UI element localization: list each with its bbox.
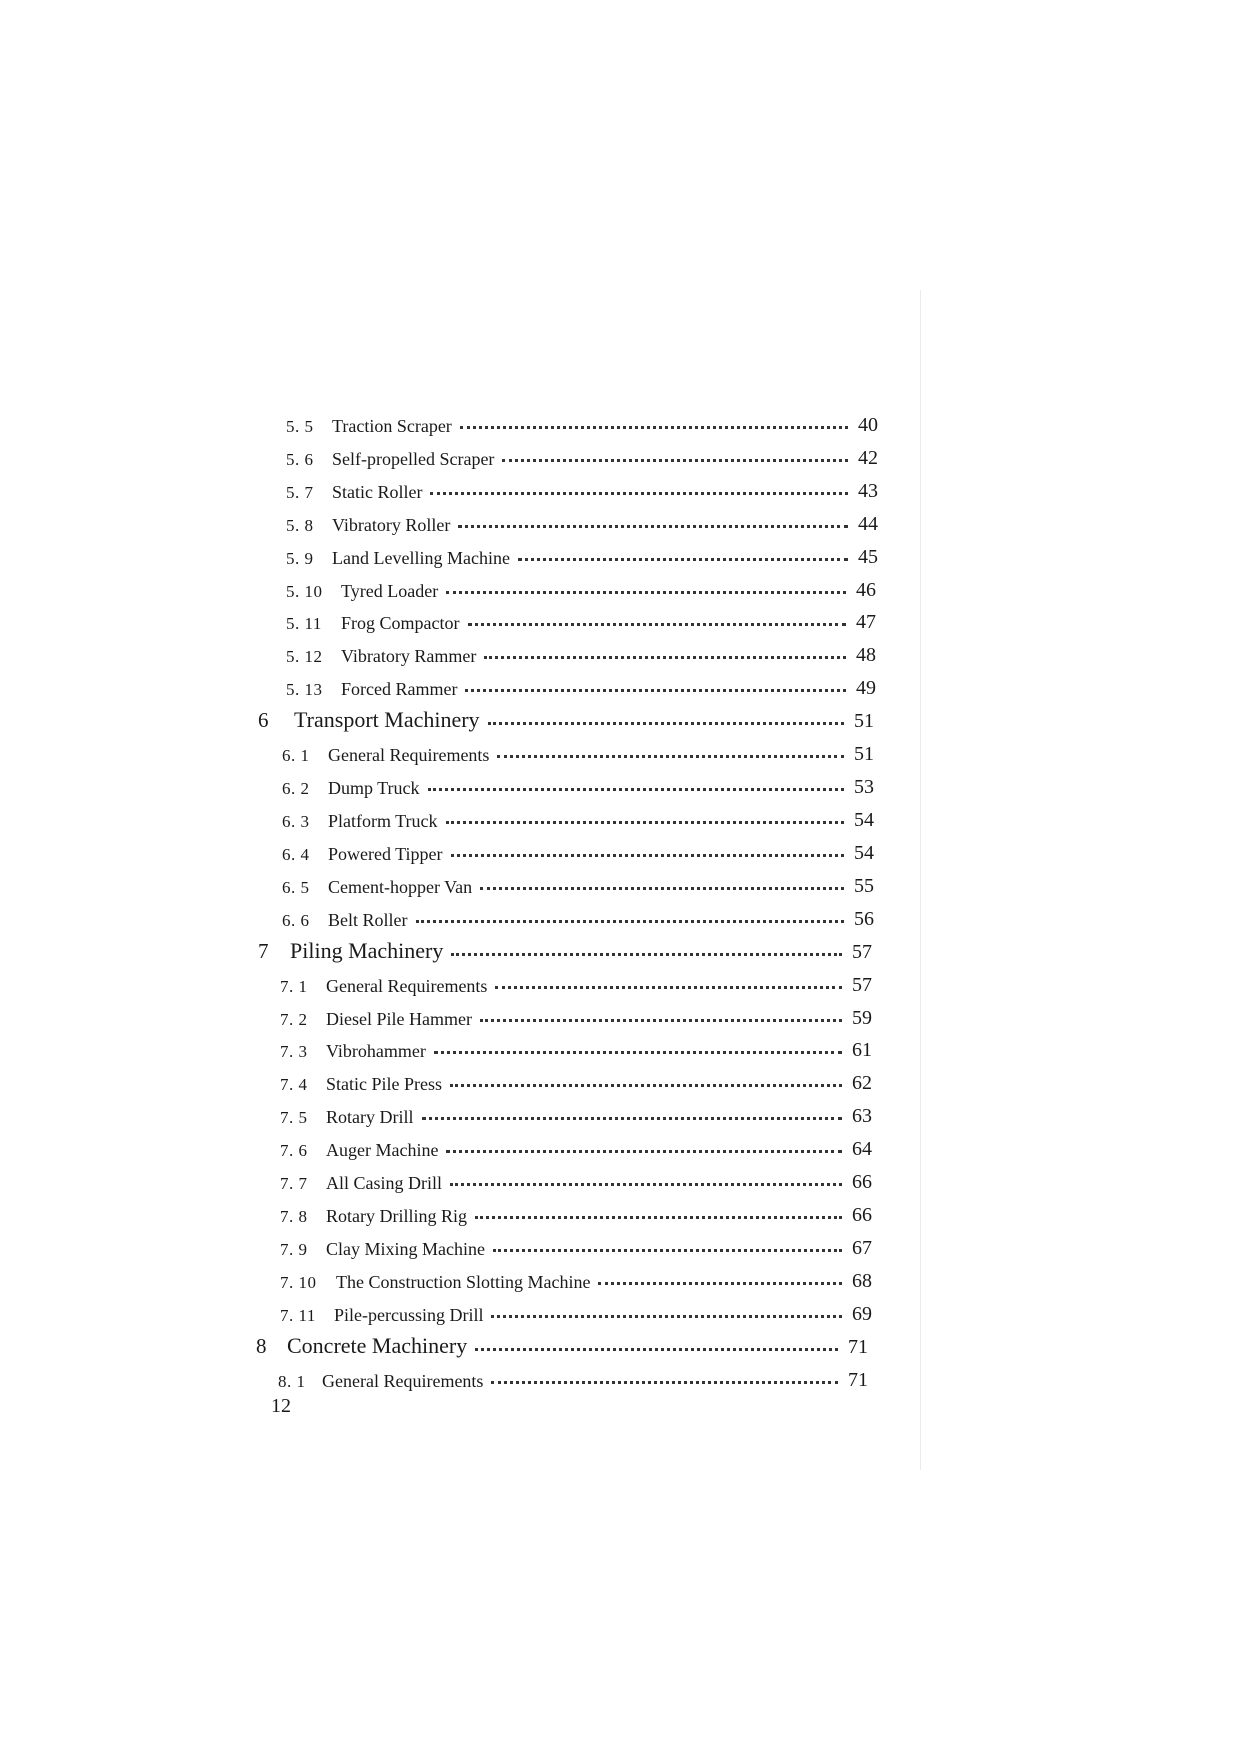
toc-section-entry — [286, 473, 878, 503]
toc-entry-number: 7 — [258, 939, 269, 963]
toc-entry-title: Auger Machine — [326, 1140, 439, 1160]
toc-entry-number: 5. 6 — [286, 450, 314, 469]
toc-entry-page-number: 43 — [858, 480, 878, 502]
dot-leader — [451, 953, 842, 956]
toc-chapter-entry — [256, 1329, 868, 1359]
toc-section-entry — [280, 967, 872, 997]
toc-chapter-entry — [258, 934, 872, 964]
dot-leader — [446, 591, 846, 594]
toc-chapter-entry — [258, 703, 874, 733]
toc-entry-title: Traction Scraper — [332, 416, 452, 436]
dot-leader — [434, 1051, 842, 1054]
dot-leader — [460, 426, 848, 429]
toc-entry-title: Rotary Drill — [326, 1107, 414, 1127]
toc-section-entry — [280, 1164, 872, 1194]
toc-entry-title: Vibratory Roller — [332, 515, 451, 535]
toc-entry-title: Piling Machinery — [290, 938, 444, 963]
toc-entry-number: 7. 2 — [280, 1010, 308, 1029]
toc-entry-title: Rotary Drilling Rig — [326, 1206, 467, 1226]
toc-entry-title: All Casing Drill — [326, 1173, 442, 1193]
toc-entry-page-number: 56 — [854, 908, 874, 930]
toc-section-entry — [280, 1230, 872, 1260]
toc-section-entry — [280, 1296, 872, 1326]
toc-entry-page-number: 51 — [854, 743, 874, 765]
toc-section-entry — [286, 407, 878, 437]
dot-leader — [475, 1216, 842, 1219]
toc-section-entry — [286, 440, 878, 470]
toc-entry-title: Tyred Loader — [341, 581, 439, 601]
dot-leader — [491, 1381, 838, 1384]
dot-leader — [428, 788, 844, 791]
toc-entry-page-number: 57 — [852, 941, 872, 963]
toc-section-entry — [282, 901, 874, 931]
toc-entry-page-number: 69 — [852, 1303, 872, 1325]
toc-entry-title: Forced Rammer — [341, 679, 458, 699]
dot-leader — [488, 722, 844, 725]
toc-entry-page-number: 40 — [858, 414, 878, 436]
toc-section-entry — [280, 1197, 872, 1227]
toc-entry-title: Concrete Machinery — [287, 1333, 468, 1358]
toc-entry-title: Platform Truck — [328, 811, 438, 831]
toc-entry-number: 5. 10 — [286, 582, 323, 601]
toc-entry-number: 7. 8 — [280, 1207, 308, 1226]
toc-entry-page-number: 45 — [858, 546, 878, 568]
dot-leader — [598, 1282, 842, 1285]
toc-entry-page-number: 54 — [854, 809, 874, 831]
toc-entry-page-number: 49 — [856, 677, 876, 699]
dot-leader — [450, 1084, 842, 1087]
dot-leader — [451, 854, 844, 857]
toc-section-entry — [286, 572, 876, 602]
dot-leader — [465, 689, 846, 692]
toc-entry-title: Land Levelling Machine — [332, 548, 510, 568]
toc-entry-page-number: 66 — [852, 1171, 872, 1193]
dot-leader — [446, 821, 844, 824]
toc-entry-page-number: 57 — [852, 974, 872, 996]
toc-entry-number: 5. 9 — [286, 549, 314, 568]
toc-entry-page-number: 54 — [854, 842, 874, 864]
toc-entry-title: The Construction Slotting Machine — [336, 1272, 591, 1292]
dot-leader — [480, 1019, 842, 1022]
scan-edge-line — [920, 290, 921, 1470]
dot-leader — [497, 755, 844, 758]
toc-section-entry — [282, 802, 874, 832]
dot-leader — [416, 920, 845, 923]
dot-leader — [446, 1150, 842, 1153]
toc-entry-title: Transport Machinery — [294, 707, 480, 732]
toc-entry-title: Cement-hopper Van — [328, 877, 473, 897]
toc-section-entry — [280, 1032, 872, 1062]
toc-entry-page-number: 71 — [848, 1369, 868, 1391]
toc-entry-number: 6. 6 — [282, 911, 310, 930]
toc-entry-number: 7. 9 — [280, 1240, 308, 1259]
toc-section-entry — [282, 769, 874, 799]
toc-entry-page-number: 59 — [852, 1007, 872, 1029]
toc-entry-title: General Requirements — [328, 745, 490, 765]
toc-section-entry — [286, 637, 876, 667]
toc-entry-title: Clay Mixing Machine — [326, 1239, 485, 1259]
toc-entry-title: Frog Compactor — [341, 613, 460, 633]
toc-entry-title: General Requirements — [326, 976, 488, 996]
toc-entry-title: Vibrohammer — [326, 1041, 426, 1061]
toc-entry-page-number: 67 — [852, 1237, 872, 1259]
toc-entry-page-number: 53 — [854, 776, 874, 798]
dot-leader — [480, 887, 844, 890]
toc-section-entry — [280, 1065, 872, 1095]
toc-entry-number: 6. 2 — [282, 779, 310, 798]
dot-leader — [450, 1183, 842, 1186]
toc-entry-page-number: 64 — [852, 1138, 872, 1160]
dot-leader — [468, 623, 847, 626]
toc-entry-title: Vibratory Rammer — [341, 646, 477, 666]
toc-section-entry — [282, 835, 874, 865]
toc-section-entry — [282, 736, 874, 766]
toc-entry-number: 8 — [256, 1334, 267, 1358]
toc-entry-title: General Requirements — [322, 1371, 484, 1391]
toc-section-entry — [286, 670, 876, 700]
toc-entry-number: 7. 7 — [280, 1174, 308, 1193]
toc-entry-title: Powered Tipper — [328, 844, 443, 864]
dot-leader — [430, 492, 848, 495]
toc-entry-page-number: 71 — [848, 1336, 868, 1358]
toc-entry-page-number: 48 — [856, 644, 876, 666]
toc-section-entry — [280, 1131, 872, 1161]
dot-leader — [491, 1315, 842, 1318]
toc-entry-number: 5. 11 — [286, 614, 322, 633]
toc-entry-number: 6. 1 — [282, 746, 310, 765]
toc-entry-title: Diesel Pile Hammer — [326, 1009, 472, 1029]
toc-entry-number: 7. 3 — [280, 1042, 308, 1061]
toc-section-entry — [280, 1000, 872, 1030]
dot-leader — [422, 1117, 843, 1120]
toc-entry-number: 7. 6 — [280, 1141, 308, 1160]
toc-entry-title: Dump Truck — [328, 778, 420, 798]
dot-leader — [458, 525, 848, 528]
toc-entry-page-number: 61 — [852, 1039, 872, 1061]
toc-entry-number: 6 — [258, 708, 269, 732]
toc-entry-page-number: 66 — [852, 1204, 872, 1226]
toc-entry-title: Self-propelled Scraper — [332, 449, 495, 469]
toc-entry-number: 6. 5 — [282, 878, 310, 897]
toc-entry-title: Belt Roller — [328, 910, 408, 930]
toc-entry-page-number: 68 — [852, 1270, 872, 1292]
toc-entry-title: Static Pile Press — [326, 1074, 442, 1094]
toc-entry-page-number: 63 — [852, 1105, 872, 1127]
dot-leader — [518, 558, 848, 561]
toc-entry-page-number: 47 — [856, 611, 876, 633]
dot-leader — [495, 986, 842, 989]
toc-section-entry — [280, 1098, 872, 1128]
toc-section-entry — [278, 1362, 868, 1392]
toc-entry-page-number: 44 — [858, 513, 878, 535]
toc-section-entry — [286, 506, 878, 536]
toc-entry-number: 6. 4 — [282, 845, 310, 864]
toc-entry-number: 7. 4 — [280, 1075, 308, 1094]
toc-entry-number: 7. 10 — [280, 1273, 317, 1292]
toc-entry-number: 8. 1 — [278, 1372, 306, 1391]
toc-entry-number: 7. 11 — [280, 1306, 316, 1325]
dot-leader — [475, 1348, 838, 1351]
toc-entry-title: Static Roller — [332, 482, 423, 502]
toc-entry-number: 5. 12 — [286, 647, 323, 666]
toc-entry-number: 6. 3 — [282, 812, 310, 831]
toc-section-entry — [280, 1263, 872, 1293]
toc-entry-page-number: 42 — [858, 447, 878, 469]
toc-entry-number: 5. 13 — [286, 680, 323, 699]
toc-section-entry — [286, 604, 876, 634]
toc-entry-page-number: 62 — [852, 1072, 872, 1094]
dot-leader — [493, 1249, 842, 1252]
toc-entry-page-number: 55 — [854, 875, 874, 897]
toc-entry-page-number: 46 — [856, 579, 876, 601]
toc-entry-number: 7. 1 — [280, 977, 308, 996]
toc-entry-number: 5. 7 — [286, 483, 314, 502]
toc-entry-number: 5. 8 — [286, 516, 314, 535]
toc-entry-number: 5. 5 — [286, 417, 314, 436]
toc-entry-title: Pile-percussing Drill — [334, 1305, 484, 1325]
dot-leader — [502, 459, 848, 462]
toc-entry-number: 7. 5 — [280, 1108, 308, 1127]
toc-section-entry — [282, 868, 874, 898]
toc-section-entry — [286, 539, 878, 569]
dot-leader — [484, 656, 846, 659]
toc-entry-page-number: 51 — [854, 710, 874, 732]
page-number: 12 — [271, 1395, 291, 1417]
